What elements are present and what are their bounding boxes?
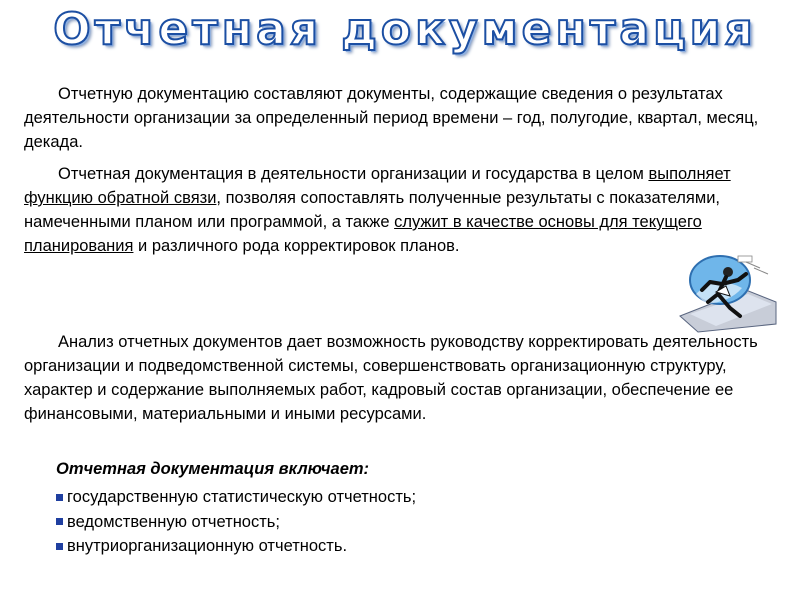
running-man-clipart (676, 250, 780, 334)
planning-basis-phrase: служит в качестве основы для текущего планирования (24, 213, 702, 255)
feedback-function-phrase: выполняет функцию обратной связи (24, 165, 731, 207)
paragraph-function-text-2: , позволяя сопоставлять полученные результаты с показателями, намеченными планом или программой, а также (24, 189, 720, 231)
includes-list (56, 485, 416, 559)
paragraph-analysis: Анализ отчетных документов дает возможность руководству корректировать деятельность организации и подведомственной системы, совершенствовать организационную структуру, характер и содержание выполняемых работ, кадровый состав организации, обеспечение ее финансовыми, материальными и иными ресурсами. (24, 333, 758, 423)
list-item (56, 485, 416, 510)
paragraph-function (24, 162, 744, 258)
slide-title: Отчетная документация (53, 4, 757, 55)
list-item-text: внутриорганизационную отчетность. (67, 537, 348, 555)
list-item (56, 534, 416, 559)
includes-heading: Отчетная документация включает: (56, 460, 370, 478)
list-item-text: ведомственную отчетность; (67, 512, 280, 531)
paragraph-definition: Отчетную документацию составляют документы, содержащие сведения о результатах деятельности организации за определенный период времени – год, полугодие, квартал, месяц, декада. (24, 85, 759, 151)
list-item-text: государственную статистическую отчетность; (67, 488, 417, 506)
square-bullet-icon (56, 543, 63, 550)
square-bullet-icon (56, 494, 63, 501)
paragraph-function-text-3: и различного рода корректировок планов. (133, 237, 460, 255)
paragraph-function-text-1: Отчетная документация в деятельности организации и государства в целом (58, 165, 649, 183)
square-bullet-icon (56, 518, 63, 525)
list-item (56, 510, 416, 535)
